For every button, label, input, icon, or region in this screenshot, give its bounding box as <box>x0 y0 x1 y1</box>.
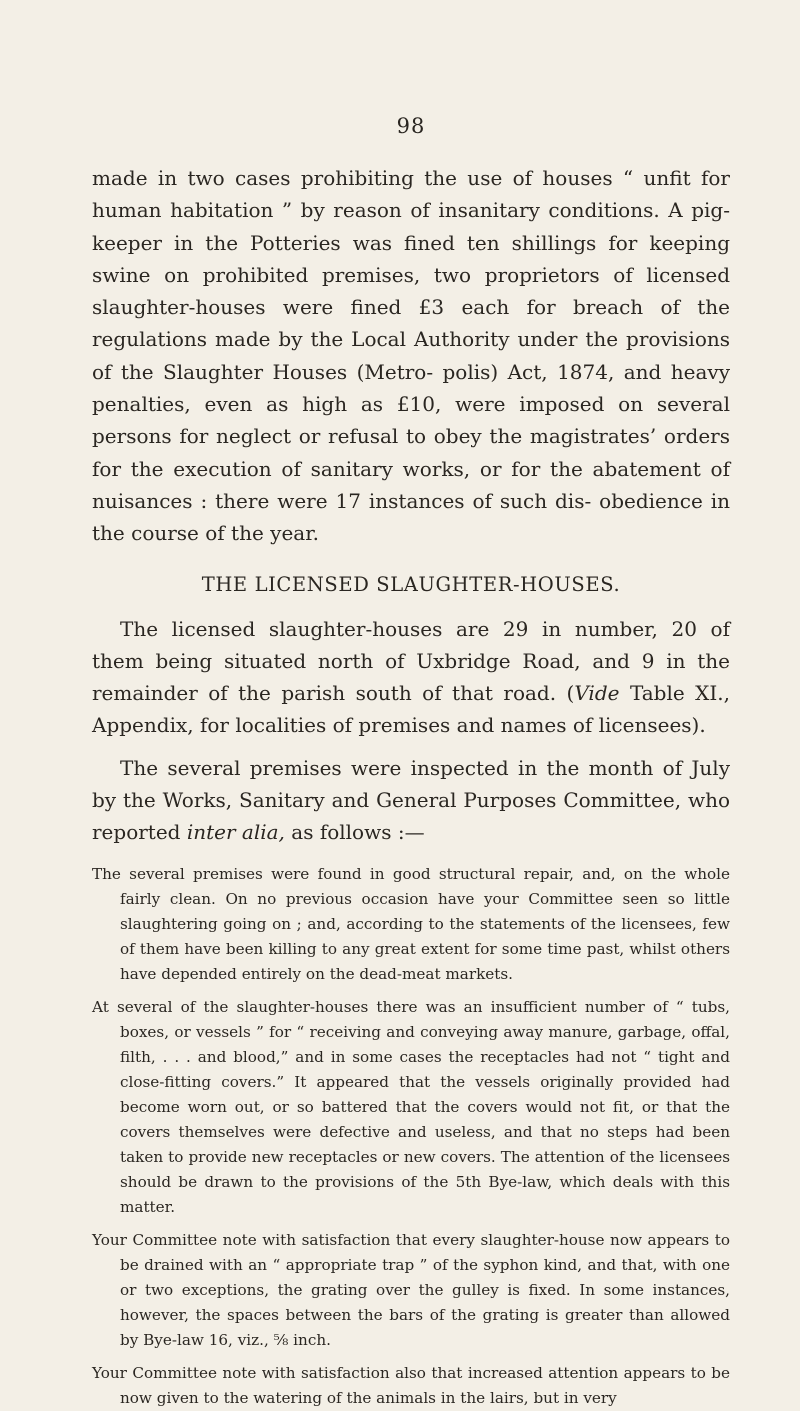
paragraph-2-text-b: Table XI., Appendix, for localities of premises and names of licensees). <box>92 681 730 738</box>
paragraph-3-italic: inter alia, <box>186 820 285 845</box>
opening-paragraph-text: made in two cases prohibiting the use of houses “ unfit for human habitation ” by reason of insanitary conditions. A pig-keeper in the Potteries was fined ten shillings for keeping swine on prohibited premises, two proprietors of licensed slaughter-houses were fined £3 each for breach of the regulations made by the Local Authority under the provisions of the Slaughter Houses (Metro- polis) Act, 1874, and heavy penalties, even as high as £10, were imposed on several persons for neglect or refusal to obey the magistrates’ orders for the execution of sanitary works, or for the abatement of nuisances : there were 17 instances of such dis- obedience in the course of the year. <box>92 166 730 546</box>
paragraph-inspection <box>92 752 730 849</box>
page-number: 98 <box>396 114 426 138</box>
opening-paragraph <box>92 162 730 550</box>
paragraph-2-italic: Vide <box>574 681 620 706</box>
quoted-report <box>92 862 730 1411</box>
report-paragraph: The several premises were found in good structural repair, and, on the whole fairly clean. On no previous occasion have your Committee seen so little slaughtering going on ; and, according to the statements of the licensees, few of them have been killing to any great extent for some time past, whilst others have depended entirely on the dead-meat markets. <box>92 864 730 983</box>
paragraph-licensed-count <box>92 613 730 742</box>
paragraph-3-text-a: The several premises were inspected in the month of July by the Works, Sanitary and General Purposes Committee, who reported <box>92 755 730 845</box>
section-heading: THE LICENSED SLAUGHTER-HOUSES. <box>201 572 621 596</box>
report-paragraph: Your Committee note with satisfaction also that increased attention appears to be now given to the watering of the animals in the lairs, but in very <box>92 1363 730 1407</box>
paragraph-3-text-b: as follows :— <box>284 820 425 845</box>
report-paragraph: Your Committee note with satisfaction that every slaughter-house now appears to be drained with an “ appropriate trap ” of the syphon kind, and that, with one or two exceptions, the grating over the gulley is fixed. In some instances, however, the spaces between the bars of the grating is greater than allowed by Bye-law 16, viz., ⅝ inch. <box>92 1230 730 1349</box>
report-paragraph: At several of the slaughter-houses there was an insufficient number of “ tubs, boxes, or vessels ” for “ receiving and conveying away manure, garbage, offal, filth, . . . and blood,” and in some cases the receptacles had not “ tight and close-fitting covers.” It appeared that the vessels originally provided had become worn out, or so battered that the covers would not fit, or that the covers themselves were defective and useless, and that no steps had been taken to provide new receptacles or new covers. The attention of the licensees should be drawn to the provisions of the 5th Bye-law, which deals with this matter. <box>92 997 730 1216</box>
paragraph-2-text-a: The licensed slaughter-houses are 29 in number, 20 of them being situated north of Uxbridge Road, and 9 in the remainder of the parish south of that road. ( <box>92 616 730 706</box>
